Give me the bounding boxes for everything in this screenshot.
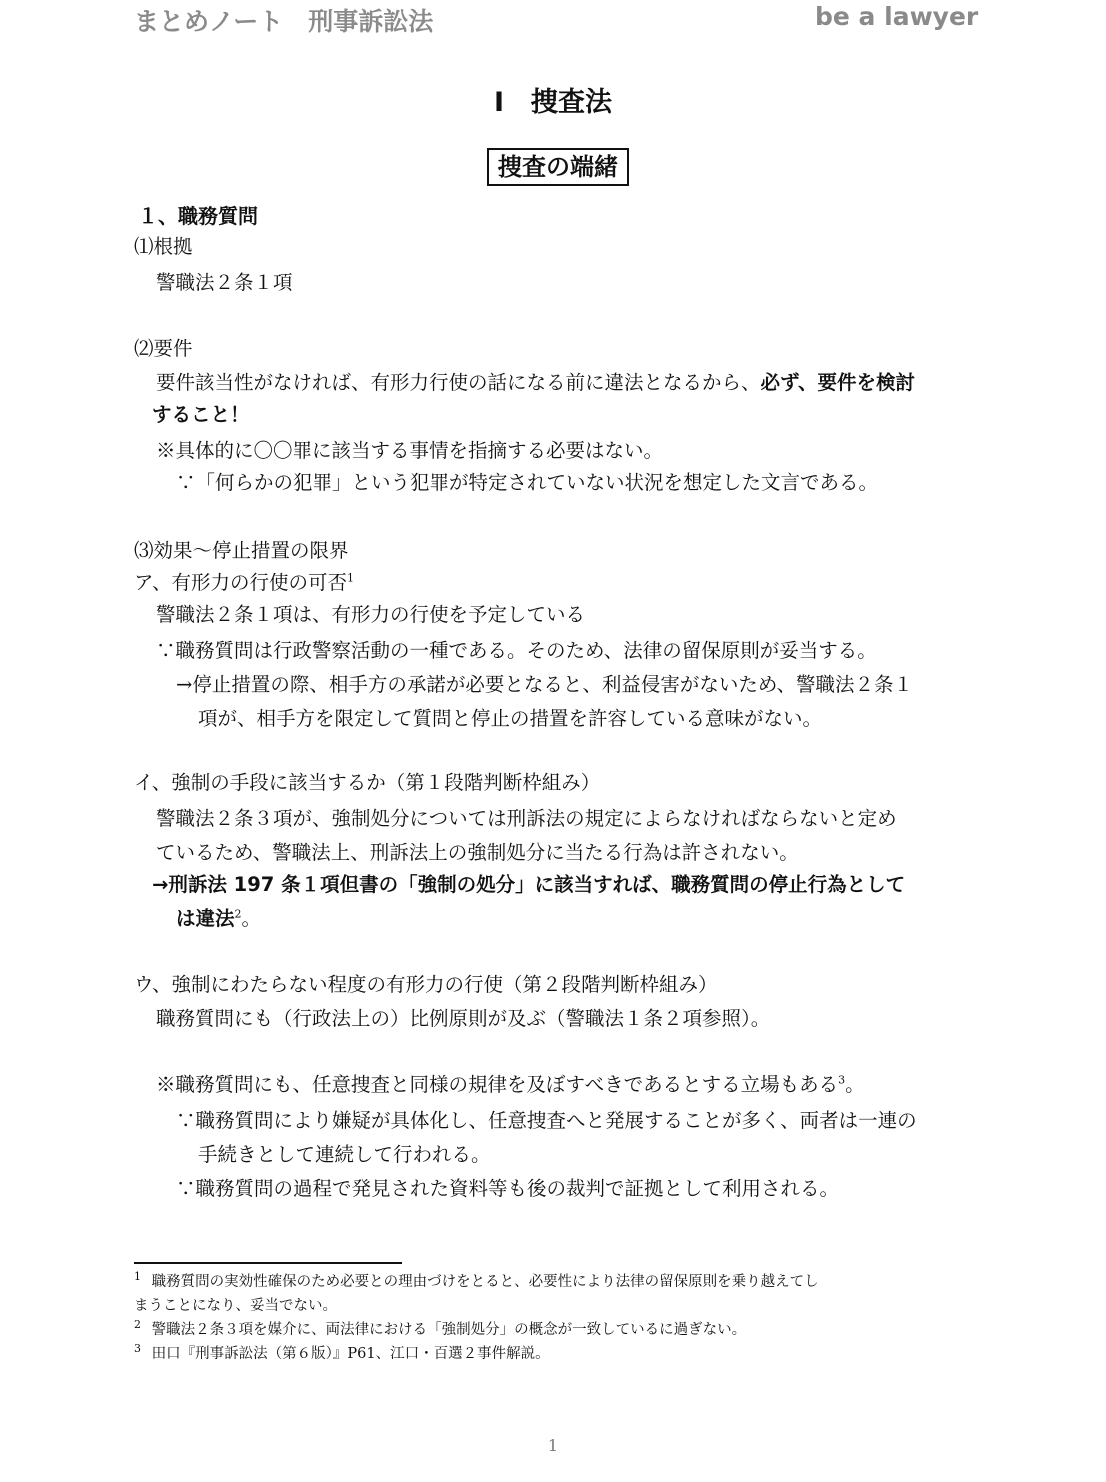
s3-label: ⑶効果～停止措置の限界 bbox=[134, 539, 349, 562]
s2-line1-plain: 要件該当性がなければ、有形力行使の話になる前に違法となるから、 bbox=[156, 371, 761, 394]
s3u-label: ウ、強制にわたらない程度の有形力の行使（第２段階判断枠組み） bbox=[134, 973, 718, 996]
s3i-line2: ているため、警職法上、刑訴法上の強制処分に当たる行為は許されない。 bbox=[156, 841, 799, 864]
footnote-separator bbox=[134, 1262, 402, 1264]
s3u-note bbox=[156, 1070, 865, 1100]
footnote-1 bbox=[134, 1272, 819, 1292]
s3u-line1: 職務質問にも（行政法上の）比例原則が及ぶ（警職法１条２項参照）。 bbox=[156, 1007, 771, 1030]
section-title: Ⅰ 捜査法 bbox=[493, 87, 613, 118]
footnote-ref-1: 1 bbox=[346, 571, 354, 585]
s3i-line4-tail: 。 bbox=[241, 907, 262, 930]
s3a-line3: →停止措置の際、相手方の承諾が必要となると、利益侵害がないため、警職法２条１ bbox=[176, 673, 914, 696]
s2-line1 bbox=[156, 368, 915, 398]
s3a-line2: ∵職務質問は行政警察活動の一種である。そのため、法律の留保原則が妥当する。 bbox=[156, 639, 877, 662]
footnote-ref-3: 3 bbox=[838, 1073, 846, 1087]
s1-text: 警職法２条１項 bbox=[156, 271, 293, 294]
footnote-2 bbox=[134, 1320, 746, 1340]
s3i-label: イ、強制の手段に該当するか（第１段階判断枠組み） bbox=[134, 771, 601, 794]
s3u-reason2: ∵職務質問の過程で発見された資料等も後の裁判で証拠として利用される。 bbox=[176, 1177, 840, 1200]
footnote-3-number: 3 bbox=[134, 1342, 141, 1356]
s3u-note-tail: 。 bbox=[845, 1073, 865, 1096]
footnote-1-cont: まうことになり、妥当でない。 bbox=[134, 1298, 337, 1314]
s2-note: ※具体的に〇〇罪に該当する事情を指摘する必要はない。 bbox=[156, 439, 664, 462]
footnote-1-number: 1 bbox=[134, 1270, 141, 1284]
boxed-title: 捜査の端緒 bbox=[487, 148, 629, 186]
footnote-3 bbox=[134, 1344, 550, 1364]
s3u-reason1: ∵職務質問により嫌疑が具体化し、任意捜査へと発展することが多く、両者は一連の bbox=[176, 1109, 917, 1132]
header-left-title: まとめノート 刑事訴訟法 bbox=[134, 7, 434, 36]
s3u-reason1-cont: 手続きとして連続して行われる。 bbox=[198, 1143, 491, 1166]
s3a-label-text: ア、有形力の行使の可否 bbox=[134, 571, 347, 594]
s2-line1-bold: 必ず、要件を検討 bbox=[760, 371, 915, 394]
page-number: 1 bbox=[547, 1436, 559, 1455]
s3u-note-text: ※職務質問にも、任意捜査と同様の規律を及ぼすべきであるとする立場もある bbox=[156, 1073, 839, 1096]
s3i-line4-bold: は違法 bbox=[176, 907, 235, 930]
s3i-line4 bbox=[176, 904, 261, 934]
footnote-2-text: 警職法２条３項を媒介に、両法律における「強制処分」の概念が一致しているに過ぎない。 bbox=[151, 1322, 747, 1338]
heading-shokumu-shitsumon: １、職務質問 bbox=[138, 204, 258, 228]
s1-label: ⑴根拠 bbox=[134, 235, 193, 258]
s3a-label bbox=[134, 568, 354, 598]
footnote-3-text: 田口『刑事訴訟法（第６版）』P61、江口・百選２事件解説。 bbox=[151, 1346, 550, 1362]
s3i-line1: 警職法２条３項が、強制処分については刑訴法の規定によらなければならないと定め bbox=[156, 807, 897, 830]
footnote-1-text: 職務質問の実効性確保のため必要との理由づけをとると、必要性により法律の留保原則を乗り越えてし bbox=[151, 1274, 819, 1290]
s3a-line4: 項が、相手方を限定して質問と停止の措置を許容している意味がない。 bbox=[198, 707, 823, 730]
footnote-ref-2: 2 bbox=[234, 907, 242, 921]
s2-line2-bold: すること！ bbox=[152, 403, 250, 426]
s3i-line3-bold: →刑訴法 197 条１項但書の「強制の処分」に該当すれば、職務質問の停止行為として bbox=[152, 873, 906, 896]
s2-label: ⑵要件 bbox=[134, 337, 193, 360]
footnote-2-number: 2 bbox=[134, 1318, 141, 1332]
s2-reason: ∵「何らかの犯罪」という犯罪が特定されていない状況を想定した文言である。 bbox=[176, 471, 879, 494]
s3a-line1: 警職法２条１項は、有形力の行使を予定している bbox=[156, 603, 586, 626]
header-right-brand: be a lawyer bbox=[815, 2, 979, 31]
